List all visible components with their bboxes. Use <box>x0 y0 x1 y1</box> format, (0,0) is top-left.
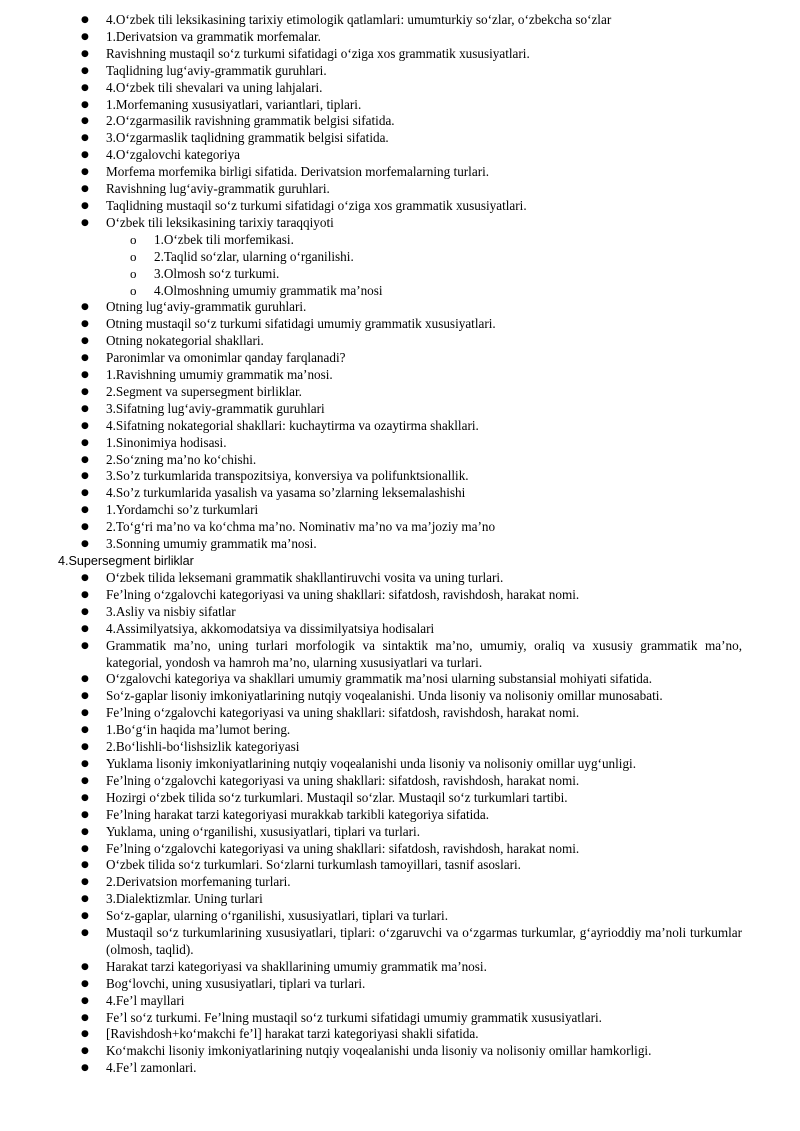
list-item: ● Fe’lning o‘zgalovchi kategoriyasi va uning shakllari: sifatdosh, ravishdosh, harakat nomi. <box>0 773 800 790</box>
list-item: ● 4.So’z turkumlarida yasalish va yasama so’zlarning leksemalashishi <box>0 485 800 502</box>
list-item: ● 1.Derivatsion va grammatik morfemalar. <box>0 29 800 46</box>
list-item: ● Harakat tarzi kategoriyasi va shakllarining umumiy grammatik ma’nosi. <box>0 959 800 976</box>
list-item: ● Fe’lning o‘zgalovchi kategoriyasi va uning shakllari: sifatdosh, ravishdosh, harakat nomi. <box>0 587 800 604</box>
list-item: ● O‘zbek tilida leksemani grammatik shakllantiruvchi vosita va uning turlari. <box>0 570 800 587</box>
list-item: ● Fe’lning o‘zgalovchi kategoriyasi va uning shakllari: sifatdosh, ravishdosh, harakat nomi. <box>0 705 800 722</box>
list-item: ● 4.Fe’l zamonlari. <box>0 1060 800 1077</box>
list-item: ● Mustaqil so‘z turkumlarining xususiyatlari, tiplari: o‘zgaruvchi va o‘zgarmas turkumlar, g‘ayrioddiy ma’noli turkumlar (olmosh, taqlid). <box>0 925 800 959</box>
list-item: ● O‘zgalovchi kategoriya va shakllari umumiy grammatik ma’nosi ularning substansial mohiyati sifatida. <box>0 671 800 688</box>
list-item: ● Otning nokategorial shakllari. <box>0 333 800 350</box>
list-item: ● Yuklama, uning o‘rganilishi, xususiyatlari, tiplari va turlari. <box>0 824 800 841</box>
list-item: ● Taqlidning lug‘aviy-grammatik guruhlari. <box>0 63 800 80</box>
list-item: ● Paronimlar va omonimlar qanday farqlanadi? <box>0 350 800 367</box>
list-item: ● Fe’lning harakat tarzi kategoriyasi murakkab tarkibli kategoriya sifatida. <box>0 807 800 824</box>
bullet-list-3 <box>0 570 800 1077</box>
list-item: ● 4.O‘zbek tili leksikasining tarixiy etimologik qatlamlari: umumturkiy so‘zlar, o‘zbekcha so‘zlar <box>0 12 800 29</box>
list-item: ● [Ravishdosh+ko‘makchi fe’l] harakat tarzi kategoriyasi shakli sifatida. <box>0 1026 800 1043</box>
list-item: ● 4.Assimilyatsiya, akkomodatsiya va dissimilyatsiya hodisalari <box>0 621 800 638</box>
list-item: ● 2.So‘zning ma’no ko‘chishi. <box>0 452 800 469</box>
list-item: ● Otning mustaqil so‘z turkumi sifatidagi umumiy grammatik xususiyatlari. <box>0 316 800 333</box>
list-item: ● 3.Asliy va nisbiy sifatlar <box>0 604 800 621</box>
list-item: ● 2.Bo‘lishli-bo‘lishsizlik kategoriyasi <box>0 739 800 756</box>
bullet-list-1 <box>0 12 800 553</box>
list-item: ● 3.Sifatning lug‘aviy-grammatik guruhlari <box>0 401 800 418</box>
list-item: ● Taqlidning mustaqil so‘z turkumi sifatidagi o‘ziga xos grammatik xususiyatlari. <box>0 198 800 215</box>
list-item: ● Ko‘makchi lisoniy imkoniyatlarining nutqiy voqealanishi unda lisoniy va nolisoniy omillar hamkorligi. <box>0 1043 800 1060</box>
list-item: ● 4.O‘zgalovchi kategoriya <box>0 147 800 164</box>
list-item: ● 4.Sifatning nokategorial shakllari: kuchaytirma va ozaytirma shakllari. <box>0 418 800 435</box>
sub-list-item: o 1.O‘zbek tili morfemikasi. <box>0 232 800 249</box>
list-item: ● Bog‘lovchi, uning xususiyatlari, tiplari va turlari. <box>0 976 800 993</box>
list-item: ● Grammatik ma’no, uning turlari morfologik va sintaktik ma’no, umumiy, oraliq va xususiy grammatik ma’no, kategorial, yondosh va hamroh ma’no, ularning xususiyatlari va turlari. <box>0 638 800 672</box>
list-item: ● 1.Morfemaning xususiyatlari, variantlari, tiplari. <box>0 97 800 114</box>
list-item: ● Yuklama lisoniy imkoniyatlarining nutqiy voqealanishi unda lisoniy va nolisoniy omillar uyg‘unligi. <box>0 756 800 773</box>
list-item: ● Hozirgi o‘zbek tilida so‘z turkumlari. Mustaqil so‘zlar. Mustaqil so‘z turkumlari tartibi. <box>0 790 800 807</box>
section-heading: 4.Supersegment birliklar <box>58 554 194 568</box>
list-item: ● Otning lug‘aviy-grammatik guruhlari. <box>0 299 800 316</box>
list-item: ● Fe’l so‘z turkumi. Fe’lning mustaqil so‘z turkumi sifatidagi umumiy grammatik xususiyatlari. <box>0 1010 800 1027</box>
list-item: ● 4.O‘zbek tili shevalari va uning lahjalari. <box>0 80 800 97</box>
list-item: ● 1.Bo‘g‘in haqida ma’lumot bering. <box>0 722 800 739</box>
document-page <box>0 12 800 1077</box>
sub-list-item: o 3.Olmosh so‘z turkumi. <box>0 266 800 283</box>
list-item: ● 2.Derivatsion morfemaning turlari. <box>0 874 800 891</box>
list-item: ● Fe’lning o‘zgalovchi kategoriyasi va uning shakllari: sifatdosh, ravishdosh, harakat nomi. <box>0 841 800 858</box>
list-item: ● 3.Sonning umumiy grammatik ma’nosi. <box>0 536 800 553</box>
list-item: ● 3.O‘zgarmaslik taqlidning grammatik belgisi sifatida. <box>0 130 800 147</box>
list-item: ● 3.So’z turkumlarida transpozitsiya, konversiya va polifunktsionallik. <box>0 468 800 485</box>
list-item: ● 2.To‘g‘ri ma’no va ko‘chma ma’no. Nominativ ma’no va ma’joziy ma’no <box>0 519 800 536</box>
sub-list-item: o 2.Taqlid so‘zlar, ularning o‘rganilishi. <box>0 249 800 266</box>
list-item: ● So‘z-gaplar lisoniy imkoniyatlarining nutqiy voqealanishi. Unda lisoniy va nolisoniy omillar munosabati. <box>0 688 800 705</box>
list-item: ● Ravishning mustaqil so‘z turkumi sifatidagi o‘ziga xos grammatik xususiyatlari. <box>0 46 800 63</box>
list-item: ● 2.Segment va supersegment birliklar. <box>0 384 800 401</box>
list-item: ● 1.Yordamchi so’z turkumlari <box>0 502 800 519</box>
list-item: ● 1.Sinonimiya hodisasi. <box>0 435 800 452</box>
list-item: ● Ravishning lug‘aviy-grammatik guruhlari. <box>0 181 800 198</box>
list-item: ● So‘z-gaplar, ularning o‘rganilishi, xususiyatlari, tiplari va turlari. <box>0 908 800 925</box>
list-item: ● Morfema morfemika birligi sifatida. Derivatsion morfemalarning turlari. <box>0 164 800 181</box>
list-item: ● O‘zbek tili leksikasining tarixiy taraqqiyoti <box>0 215 800 232</box>
list-item: ● 2.O‘zgarmasilik ravishning grammatik belgisi sifatida. <box>0 113 800 130</box>
sub-list-item: o 4.Olmoshning umumiy grammatik ma’nosi <box>0 283 800 300</box>
list-item: ● 3.Dialektizmlar. Uning turlari <box>0 891 800 908</box>
list-item: ● O‘zbek tilida so‘z turkumlari. So‘zlarni turkumlash tamoyillari, tasnif asoslari. <box>0 857 800 874</box>
list-item: ● 1.Ravishning umumiy grammatik ma’nosi. <box>0 367 800 384</box>
list-item: ● 4.Fe’l mayllari <box>0 993 800 1010</box>
